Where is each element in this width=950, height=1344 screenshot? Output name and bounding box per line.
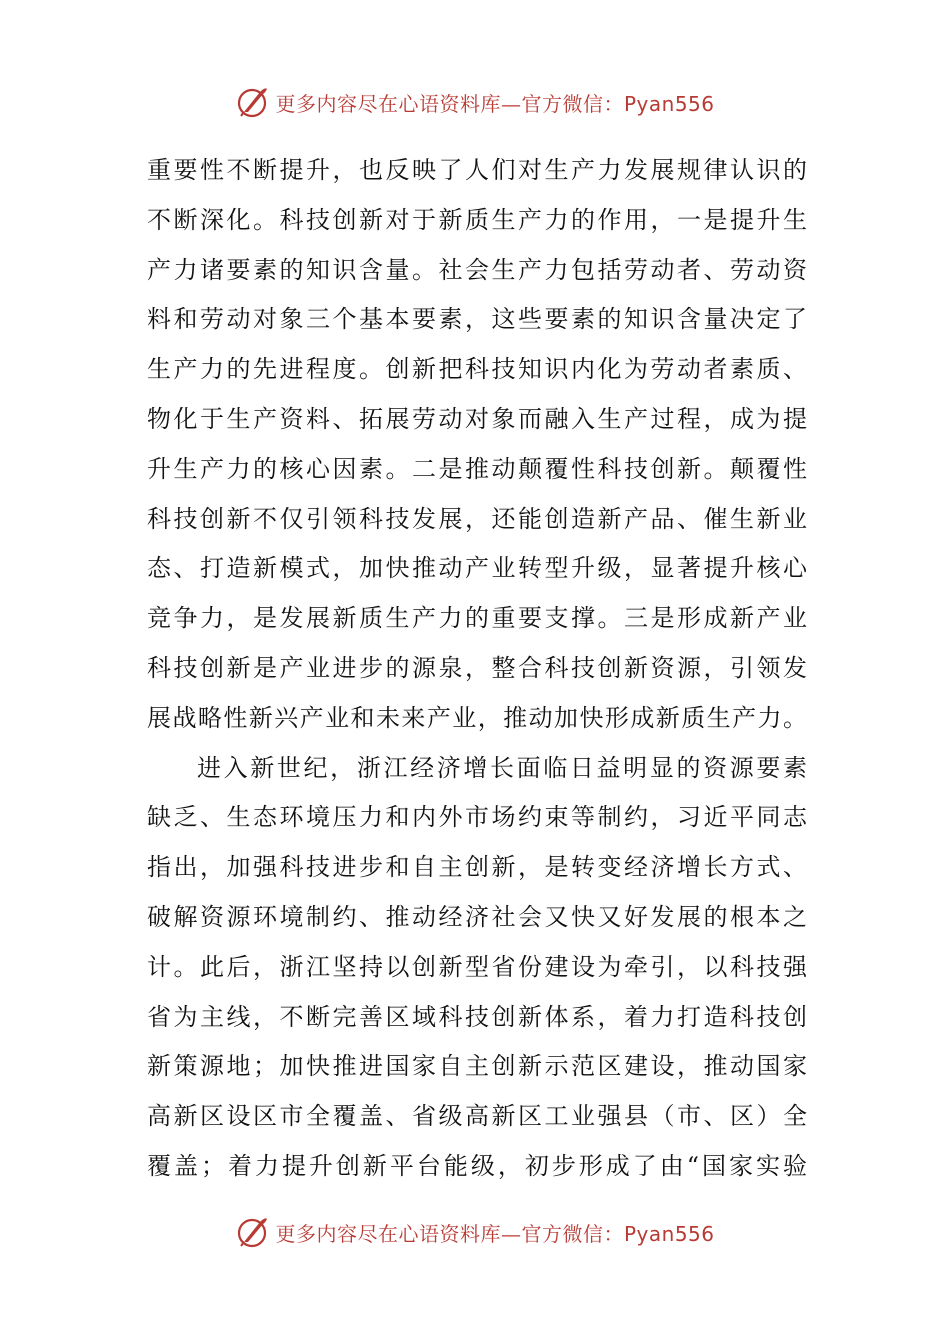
paragraph-first-line: 进入新世纪，浙江经济增长面临日益明显的资源要素 [197, 753, 807, 782]
text-line: 物化于生产资料、拓展劳动对象而融入生产过程，成为提 [147, 404, 807, 433]
text-line: 产力诸要素的知识含量。社会生产力包括劳动者、劳动资 [147, 255, 807, 284]
wechat-id: Pyan556 [623, 91, 715, 116]
footer-banner [0, 1212, 950, 1252]
text-line: 指出，加强科技进步和自主创新，是转变经济增长方式、 [147, 853, 807, 882]
quill-pen-logo-icon [235, 1215, 269, 1249]
text-line: 竞争力，是发展新质生产力的重要支撑。三是形成新产业 [147, 604, 807, 633]
text-line: 不断深化。科技创新对于新质生产力的作用，一是提升生 [147, 205, 807, 234]
text-line: 展战略性新兴产业和未来产业，推动加快形成新质生产力。 [147, 703, 807, 732]
text-line: 计。此后，浙江坚持以创新型省份建设为牵引，以科技强 [147, 952, 807, 981]
text-line: 态、打造新模式，加快推动产业转型升级，显著提升核心 [147, 554, 807, 583]
quill-pen-logo-icon [235, 85, 269, 119]
text-line: 重要性不断提升，也反映了人们对生产力发展规律认识的 [147, 156, 807, 184]
text-line: 破解资源环境制约、推动经济社会又快又好发展的根本之 [147, 902, 807, 931]
text-line: 省为主线，不断完善区域科技创新体系，着力打造科技创 [147, 1002, 807, 1031]
text-line: 生产力的先进程度。创新把科技知识内化为劳动者素质、 [147, 355, 807, 384]
text-line: 科技创新是产业进步的源泉，整合科技创新资源，引领发 [147, 653, 807, 682]
text-line: 升生产力的核心因素。二是推动颠覆性科技创新。颠覆性 [147, 454, 807, 483]
text-line: 料和劳动对象三个基本要素，这些要素的知识含量决定了 [147, 305, 807, 334]
banner-text: 更多内容尽在心语资料库—官方微信：Pyan556 [275, 1221, 715, 1246]
text-line: 缺乏、生态环境压力和内外市场约束等制约，习近平同志 [147, 803, 807, 832]
wechat-id: Pyan556 [623, 1221, 715, 1246]
text-line: 覆盖；着力提升创新平台能级，初步形成了由“国家实验 [147, 1151, 807, 1180]
text-line: 新策源地；加快推进国家自主创新示范区建设，推动国家 [147, 1052, 807, 1081]
header-banner [0, 82, 950, 122]
banner-text: 更多内容尽在心语资料库—官方微信：Pyan556 [275, 91, 715, 116]
text-line: 科技创新不仅引领科技发展，还能创造新产品、催生新业 [147, 504, 807, 533]
document-body [147, 146, 807, 1192]
text-line: 高新区设区市全覆盖、省级高新区工业强县（市、区）全 [147, 1102, 807, 1131]
